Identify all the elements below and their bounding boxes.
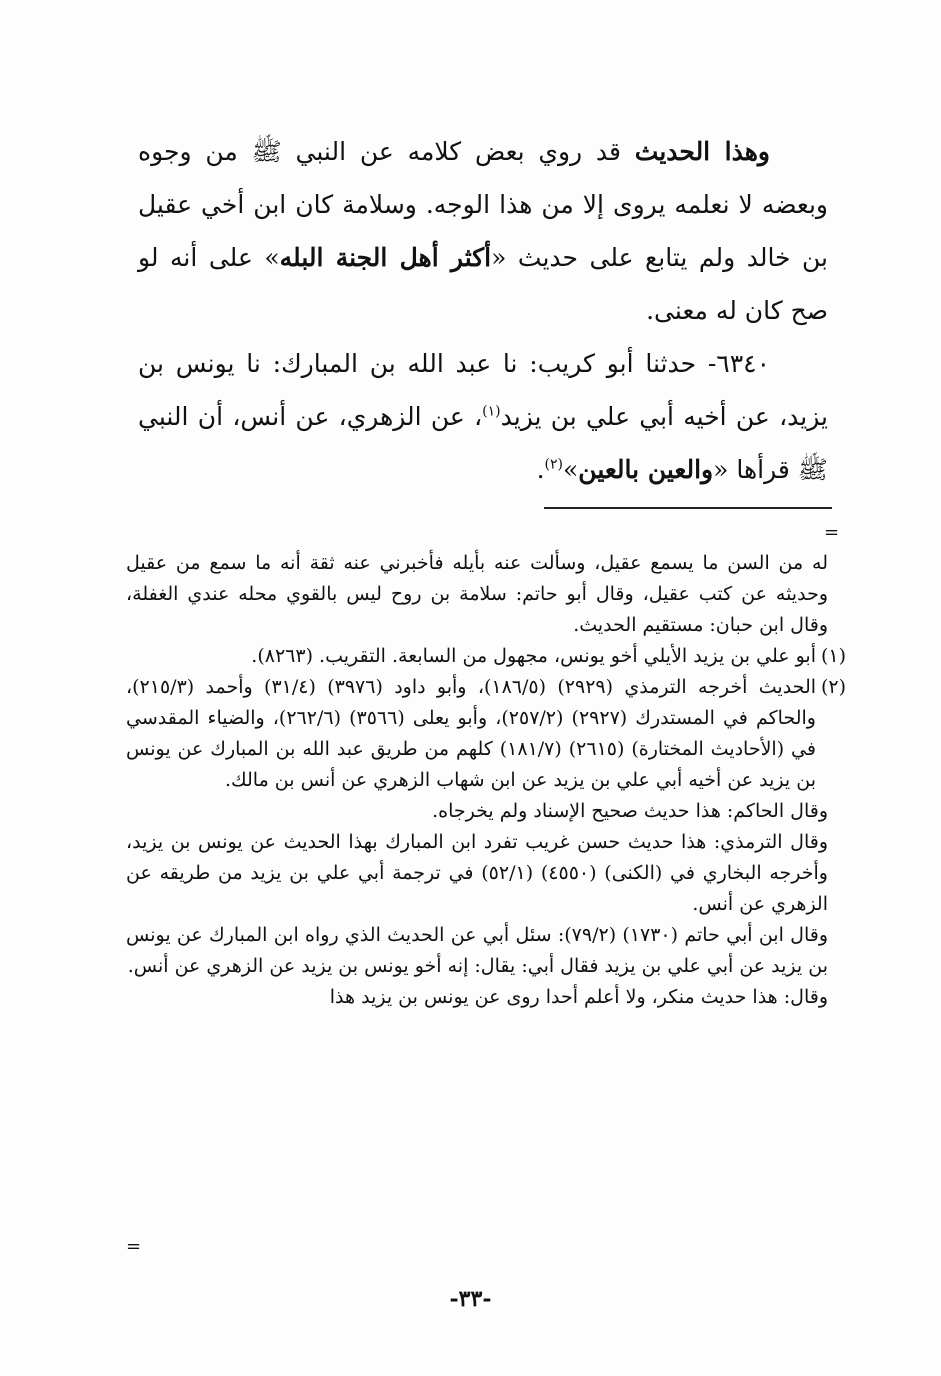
footnote-text: أبو علي بن يزيد الأيلي أخو يونس، مجهول من السابعة. التقريب. (٨٢٦٣).	[251, 645, 816, 667]
hadith-text-bold: والعين بالعين	[578, 455, 714, 484]
paragraph-end: .	[536, 455, 545, 484]
lead-bold-phrase: وهذا الحديث	[634, 137, 771, 166]
hadith-isnad-text: ٦٣٤٠- حدثنا أبو كريب: نا عبد الله بن المبارك: نا يونس بن يزيد، عن أخيه أبي علي بن يزيد	[138, 349, 828, 431]
footnote-1	[126, 641, 846, 672]
footnote-2-paragraph: وقال الترمذي: هذا حديث حسن غريب تفرد ابن المبارك بهذا الحديث عن يونس بن يزيد، وأخرجه البخاري في (الكنى) (٤٥٥٠) (٥٢/١) في ترجمة أبي علي بن يزيد من طريقه عن الزهري عن أنس.	[126, 831, 829, 915]
continuation-mark-top: =	[824, 522, 840, 543]
paragraph-text: » على أنه لو صح كان له معنى.	[138, 243, 828, 325]
footnote-text: الحديث أخرجه الترمذي (٢٩٢٩) (١٨٦/٥)، وأبو داود (٣٩٧٦) (٣١/٤) وأحمد (٢١٥/٣)، والحاكم في المستدرك (٢٩٢٧) (٢٥٧/٢)، وأبو يعلى (٣٥٦٦) (٢٦٢/٦)، والضياء المقدسي في (الأحاديث المختارة) (٢٦١٥) (١٨١/٧) كلهم من طريق عبد الله بن المبارك عن يونس بن يزيد عن أخيه أبي علي بن يزيد عن ابن شهاب الزهري عن أنس بن مالك.	[126, 676, 817, 791]
footnote-separator-rule	[544, 507, 832, 509]
hadith-isnad-text: ، عن الزهري، عن أنس، أن النبي ﷺ قرأها «	[138, 402, 828, 484]
footnote-2-paragraph: وقال الحاكم: هذا حديث صحيح الإسناد ولم يخرجاه.	[432, 800, 828, 822]
footnote-2-paragraph: وقال ابن أبي حاتم (١٧٣٠) (٧٩/٢): سئل أبي عن الحديث الذي رواه ابن المبارك عن يونس بن يزيد عن أبي علي بن يزيد فقال أبي: يقال: إنه أخو يونس بن يزيد عن الزهري عن أنس.	[126, 924, 828, 977]
quote-close: »	[563, 455, 579, 484]
continuation-mark-bottom: =	[126, 1236, 142, 1257]
footnote-2-paragraph: وقال: هذا حديث منكر، ولا أعلم أحدا روى عن يونس بن يزيد هذا	[329, 986, 828, 1008]
footnote-ref-2: (٢)	[544, 456, 563, 473]
footnote-continuation: له من السن ما يسمع عقيل، وسألت عنه بأيله فأخبرني عنه ثقة أنه ما سمع من عقيل وحديثه عن كتب عقيل، وقال أبو حاتم: سلامة بن روح ليس بالقوي محله عندي الغفلة، وقال ابن حبان: مستقيم الحديث.	[126, 552, 828, 636]
footnote-ref-1: (١)	[482, 403, 501, 420]
paragraph-text: قد روي بعض كلامه عن النبي ﷺ من وجوه وبعضه لا نعلمه يروى إلا من هذا الوجه. وسلامة كان ابن أخي عقيل بن خالد ولم يتابع على حديث «	[138, 137, 828, 272]
footnote-number: (١)	[820, 645, 846, 667]
footnote-number: (٢)	[820, 676, 847, 698]
main-paragraph-1	[138, 125, 828, 337]
page-number: -٣٣-	[449, 1286, 492, 1312]
footnotes-block	[126, 548, 846, 1013]
hadith-title-bold: أكثر أهل الجنة البله	[279, 243, 492, 272]
main-text-block	[138, 125, 828, 496]
footnote-2	[126, 672, 846, 796]
main-paragraph-2	[138, 337, 828, 496]
